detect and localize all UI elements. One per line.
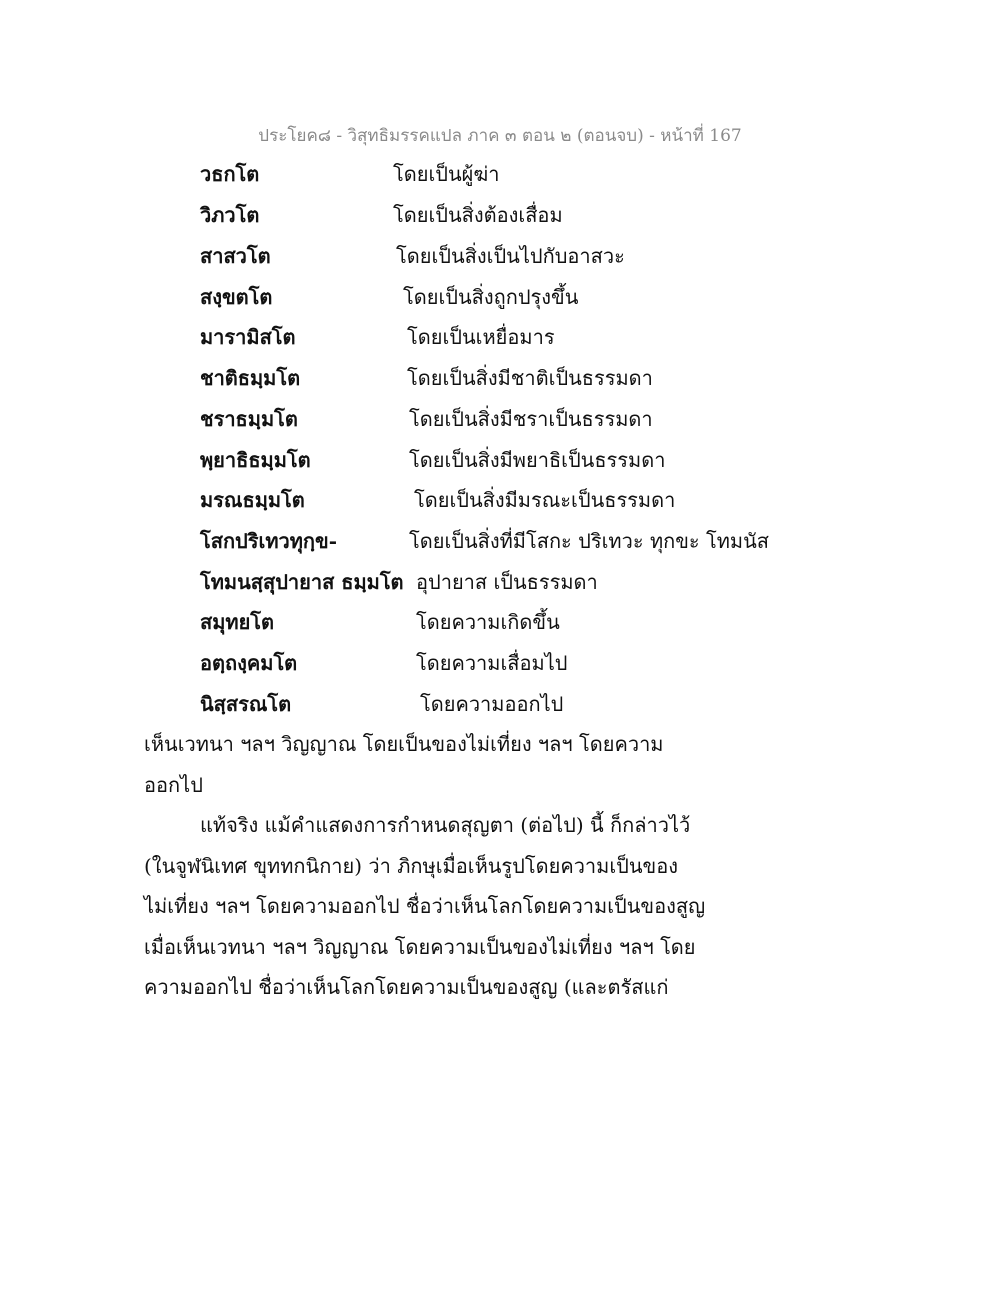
meaning: โดยเป็นสิ่งเป็นไปกับอาสวะ	[396, 244, 625, 268]
term: สงฺขตโต	[200, 285, 273, 309]
meaning: อุปายาส เป็นธรรมดา	[416, 570, 598, 594]
term: นิสฺสรณโต	[200, 692, 292, 716]
paragraph-line: ไม่เที่ยง ฯลฯ โดยความออกไป ชื่อว่าเห็นโลกโดยความเป็นของสูญ	[144, 894, 706, 918]
meaning: โดยเป็นผู้ฆ่า	[393, 162, 500, 186]
term: สมุทยโต	[200, 610, 275, 634]
term: มารามิสโต	[200, 325, 296, 349]
meaning: โดยความเกิดขึ้น	[416, 610, 560, 634]
term: วิภวโต	[200, 203, 260, 227]
term: สาสวโต	[200, 244, 271, 268]
meaning: โดยเป็นสิ่งที่มีโสกะ ปริเทวะ ทุกขะ โทมนัส	[409, 529, 769, 553]
meaning: โดยเป็นสิ่งถูกปรุงขึ้น	[403, 285, 579, 309]
term: มรณธมฺมโต	[200, 488, 305, 512]
meaning: โดยเป็นเหยื่อมาร	[407, 325, 555, 349]
term: ชาติธมฺมโต	[200, 366, 301, 390]
term: โสกปริเทวทุกฺข-	[200, 529, 338, 553]
meaning: โดยเป็นสิ่งมีชาติเป็นธรรมดา	[407, 366, 653, 390]
term: โทมนสฺสุปายาส ธมฺมโต	[200, 570, 404, 594]
meaning: โดยความออกไป	[420, 692, 564, 716]
paragraph-line: (ในจูฬนิเทศ ขุททกนิกาย) ว่า ภิกษุเมื่อเห็นรูปโดยความเป็นของ	[144, 854, 678, 878]
meaning: โดยความเสื่อมไป	[416, 651, 568, 675]
paragraph-line: แท้จริง แม้คำแสดงการกำหนดสุญตา (ต่อไป) นี้ ก็กล่าวไว้	[200, 813, 691, 837]
paragraph-line: ออกไป	[144, 773, 203, 797]
term: ชราธมฺมโต	[200, 407, 298, 431]
paragraph-line: เห็นเวทนา ฯลฯ วิญญาณ โดยเป็นของไม่เที่ยง ฯลฯ โดยความ	[144, 732, 664, 756]
paragraph-line: ความออกไป ชื่อว่าเห็นโลกโดยความเป็นของสูญ (และตรัสแก่	[144, 975, 669, 999]
term: พฺยาธิธมฺมโต	[200, 448, 311, 472]
meaning: โดยเป็นสิ่งต้องเสื่อม	[393, 203, 563, 227]
meaning: โดยเป็นสิ่งมีพยาธิเป็นธรรมดา	[409, 448, 666, 472]
meaning: โดยเป็นสิ่งมีมรณะเป็นธรรมดา	[414, 488, 676, 512]
term: อตฺถงฺคมโต	[200, 651, 298, 675]
term: วธกโต	[200, 162, 260, 186]
meaning: โดยเป็นสิ่งมีชราเป็นธรรมดา	[409, 407, 653, 431]
paragraph-line: เมื่อเห็นเวทนา ฯลฯ วิญญาณ โดยความเป็นของไม่เที่ยง ฯลฯ โดย	[144, 935, 696, 959]
page-header: ประโยค๘ - วิสุทธิมรรคแปล ภาค ๓ ตอน ๒ (ตอนจบ) - หน้าที่ 167	[258, 126, 742, 146]
